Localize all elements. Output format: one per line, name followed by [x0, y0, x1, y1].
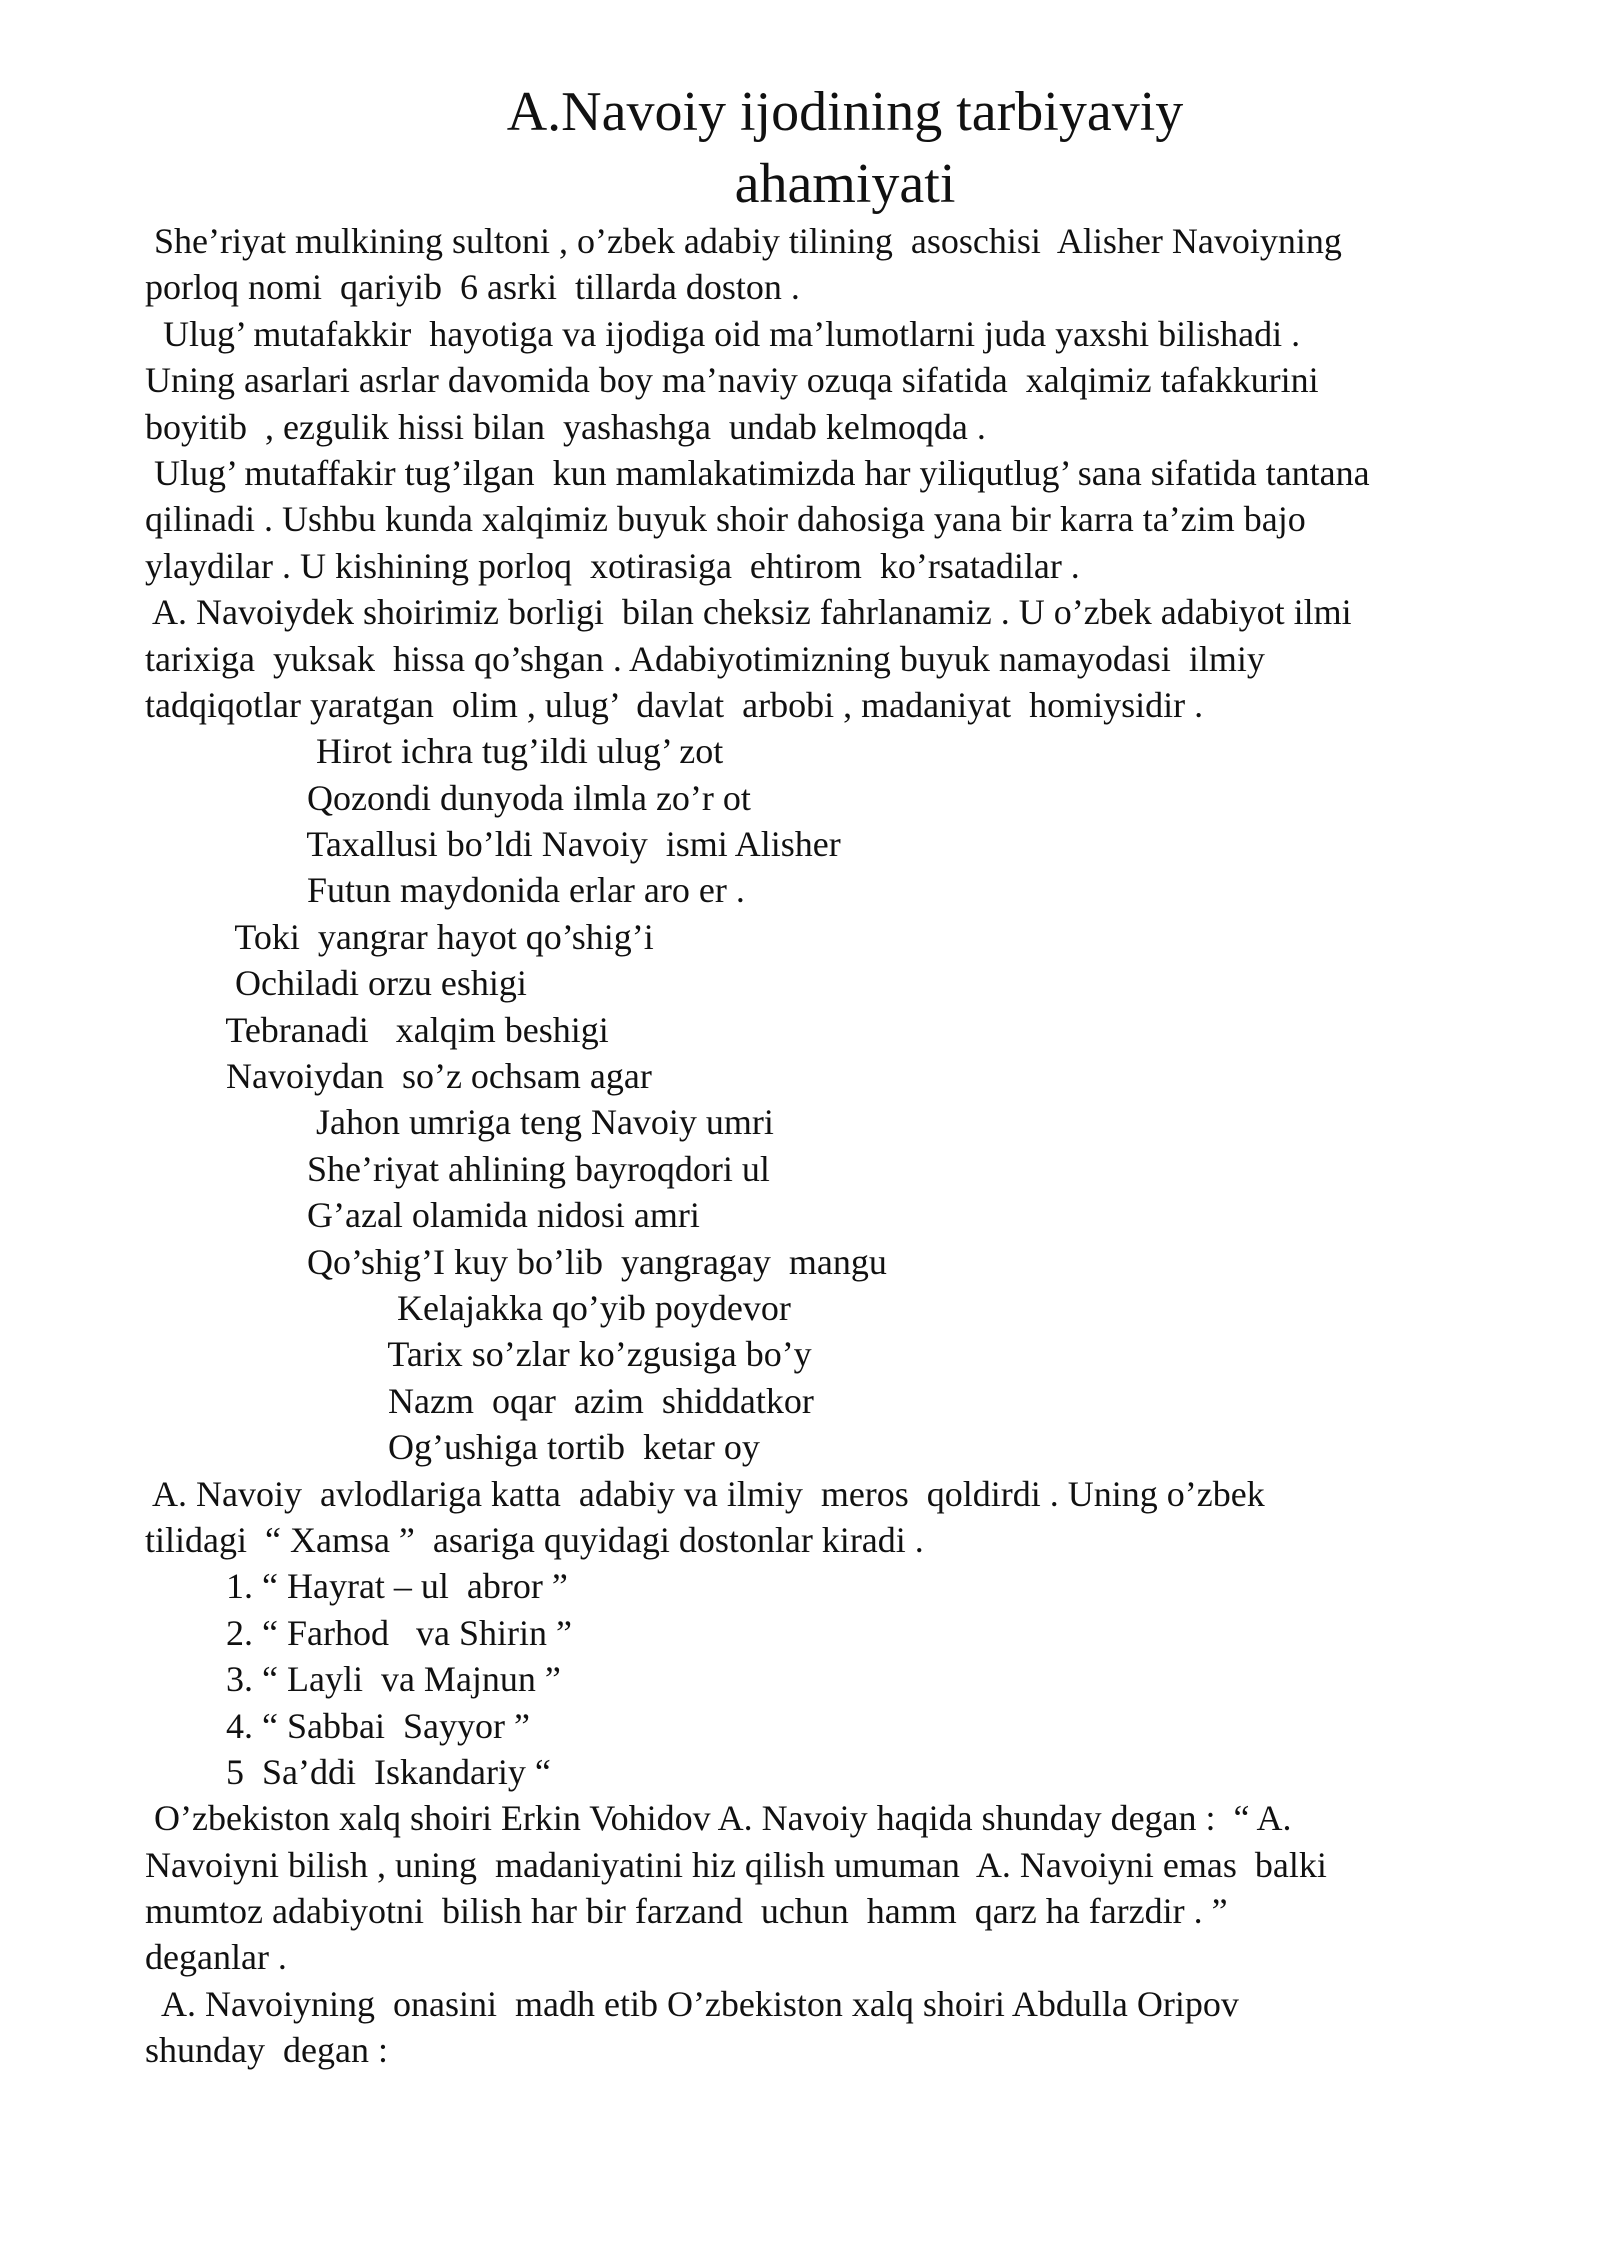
text-line: Qozondi dunyoda ilmla zo’r ot — [145, 777, 751, 818]
text-line: mumtoz adabiyotni bilish har bir farzand uchun hamm qarz ha farzdir . ” — [145, 1891, 1228, 1932]
text-line: 2. “ Farhod va Shirin ” — [145, 1612, 572, 1653]
text-line: shunday degan : — [145, 2030, 388, 2071]
text-line: A. Navoiyning onasini madh etib O’zbekiston xalq shoiri Abdulla Oripov — [145, 1983, 1239, 2024]
text-line: Kelajakka qo’yib poydevor — [145, 1287, 791, 1328]
text-line: Ulug’ mutaffakir tug’ilgan kun mamlakatimizda har yiliqutlug’ sana sifatida tantana — [145, 452, 1370, 493]
text-line: tilidagi “ Xamsa ” asariga quyidagi dostonlar kiradi . — [145, 1519, 924, 1560]
text-line: Jahon umriga teng Navoiy umri — [145, 1102, 774, 1143]
text-line: Toki yangrar hayot qo’shig’i — [145, 916, 654, 957]
document-title — [0, 76, 1600, 220]
text-line: O’zbekiston xalq shoiri Erkin Vohidov A. Navoiy haqida shunday degan : “ A. — [145, 1798, 1292, 1839]
title-line-2: ahamiyati — [734, 153, 956, 215]
text-line: deganlar . — [145, 1937, 287, 1978]
text-line: Taxallusi bo’ldi Navoiy ismi Alisher — [145, 824, 841, 865]
text-line: She’riyat mulkining sultoni , o’zbek adabiy tilining asoschisi Alisher Navoiyning — [145, 221, 1342, 261]
text-line: Nazm oqar azim shiddatkor — [145, 1380, 814, 1421]
text-line: Og’ushiga tortib ketar oy — [145, 1427, 760, 1468]
text-line: Ulug’ mutafakkir hayotiga va ijodiga oid ma’lumotlarni juda yaxshi bilishadi . — [145, 313, 1301, 354]
text-line: Uning asarlari asrlar davomida boy ma’naviy ozuqa sifatida xalqimiz tafakkurini — [145, 360, 1319, 401]
text-line: Tebranadi xalqim beshigi — [145, 1009, 609, 1050]
text-line: 3. “ Layli va Majnun ” — [145, 1659, 561, 1700]
text-line: 4. “ Sabbai Sayyor ” — [145, 1705, 530, 1746]
text-line: A. Navoiydek shoirimiz borligi bilan cheksiz fahrlanamiz . U o’zbek adabiyot ilmi — [145, 592, 1352, 633]
text-line: porloq nomi qariyib 6 asrki tillarda doston . — [145, 267, 800, 308]
text-line: ylaydilar . U kishining porloq xotirasiga ehtirom ko’rsatadilar . — [145, 545, 1080, 586]
text-line: Qo’shig’I kuy bo’lib yangragay mangu — [145, 1241, 887, 1282]
text-line: A. Navoiy avlodlariga katta adabiy va ilmiy meros qoldirdi . Uning o’zbek — [145, 1473, 1265, 1514]
text-line: Futun maydonida erlar aro er . — [145, 870, 745, 911]
text-line: G’azal olamida nidosi amri — [145, 1195, 700, 1236]
text-line: tarixiga yuksak hissa qo’shgan . Adabiyotimizning buyuk namayodasi ilmiy — [145, 638, 1265, 679]
text-line: Tarix so’zlar ko’zgusiga bo’y — [145, 1334, 812, 1375]
text-line: 1. “ Hayrat – ul abror ” — [145, 1566, 568, 1607]
text-line: boyitib , ezgulik hissi bilan yashashga undab kelmoqda . — [145, 406, 986, 447]
text-line: 5 Sa’ddi Iskandariy “ — [145, 1751, 551, 1792]
text-line: Hirot ichra tug’ildi ulug’ zot — [145, 731, 724, 772]
text-line: Navoiydan so’z ochsam agar — [145, 1056, 652, 1097]
text-line: Ochiladi orzu eshigi — [145, 963, 527, 1004]
text-line: Navoiyni bilish , uning madaniyatini hiz qilish umuman A. Navoiyni emas balki — [145, 1844, 1327, 1885]
text-line: She’riyat ahlining bayroqdori ul — [145, 1148, 770, 1189]
text-line: qilinadi . Ushbu kunda xalqimiz buyuk shoir dahosiga yana bir karra ta’zim bajo — [145, 499, 1306, 540]
title-line-1: A.Navoiy ijodining tarbiyaviy — [506, 81, 1184, 143]
document-body — [145, 218, 1545, 2074]
text-line: tadqiqotlar yaratgan olim , ulug’ davlat arbobi , madaniyat homiysidir . — [145, 684, 1204, 725]
